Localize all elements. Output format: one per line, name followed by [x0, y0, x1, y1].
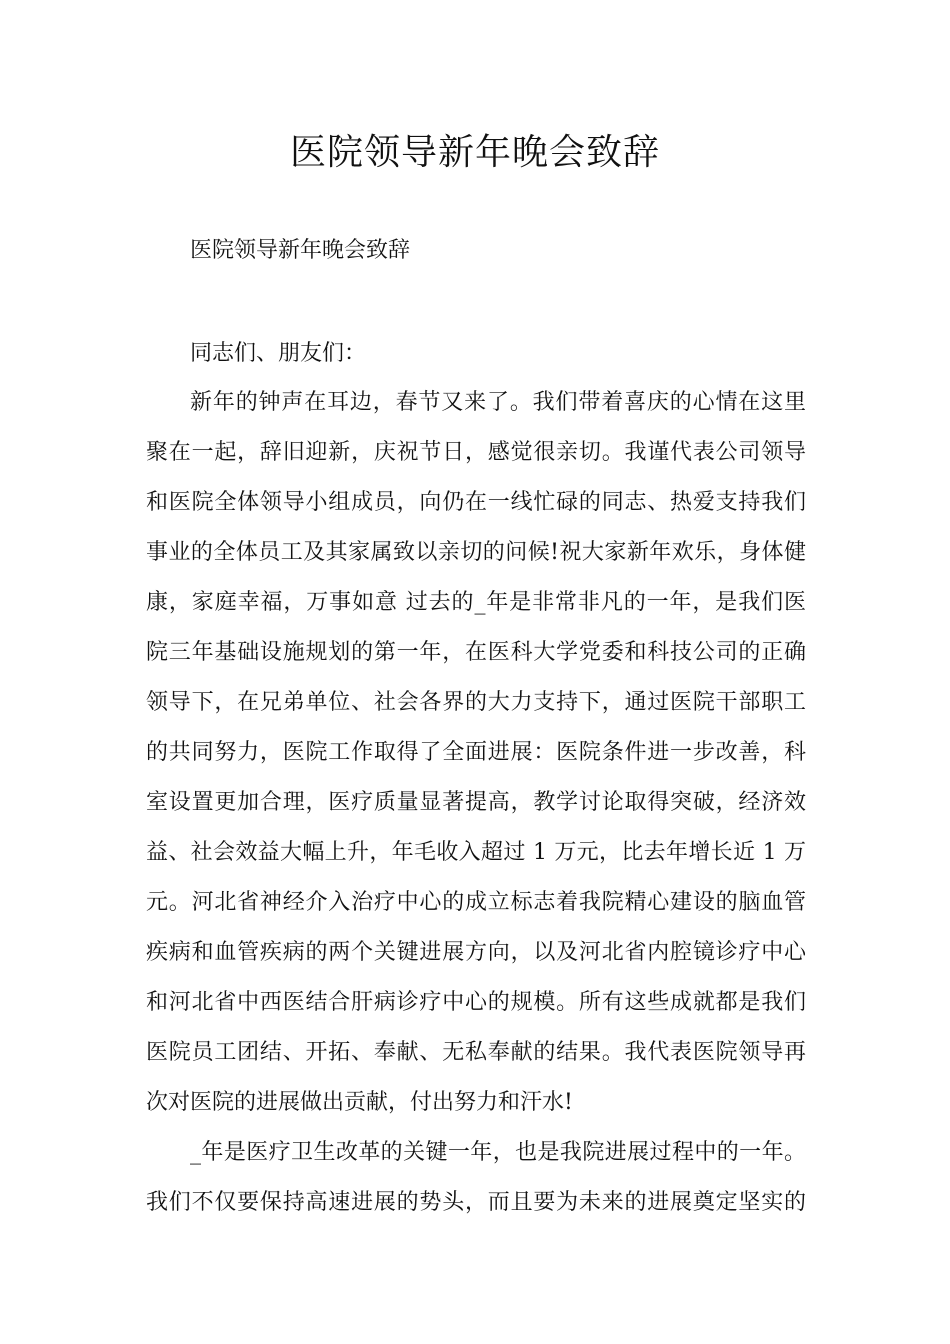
paragraph-1 — [146, 378, 806, 1128]
paragraph-line: 次对医院的进展做出贡献，付出努力和汗水! — [146, 1090, 573, 1115]
paragraph-line: 事业的全体员工及其家属致以亲切的问候!祝大家新年欢乐，身体健 — [146, 540, 806, 565]
greeting-line: 同志们、朋友们： — [190, 341, 367, 366]
paragraph-line: 新年的钟声在耳边，春节又来了。我们带着喜庆的心情在这里 — [190, 390, 806, 415]
paragraph-line: 康，家庭幸福，万事如意 过去的_年是非常非凡的一年，是我们医 — [146, 590, 806, 615]
paragraph-line: 聚在一起，辞旧迎新，庆祝节日，感觉很亲切。我谨代表公司领导 — [146, 440, 806, 465]
paragraph-line: 元。河北省神经介入治疗中心的成立标志着我院精心建设的脑血管 — [146, 890, 806, 915]
paragraph-line: 的共同努力，医院工作取得了全面进展：医院条件进一步改善，科 — [146, 740, 806, 765]
paragraph-line: 领导下，在兄弟单位、社会各界的大力支持下，通过医院干部职工 — [146, 690, 806, 715]
paragraph-line: 院三年基础设施规划的第一年，在医科大学党委和科技公司的正确 — [146, 640, 806, 665]
paragraph-2 — [146, 1128, 806, 1228]
paragraph-line: 我们不仅要保持高速进展的势头，而且要为未来的进展奠定坚实的 — [146, 1190, 806, 1215]
document-subtitle: 医院领导新年晚会致辞 — [190, 238, 411, 263]
paragraph-line: _年是医疗卫生改革的关键一年，也是我院进展过程中的一年。 — [190, 1140, 806, 1165]
body-text — [146, 378, 806, 1228]
paragraph-line: 医院员工团结、开拓、奉献、无私奉献的结果。我代表医院领导再 — [146, 1040, 806, 1065]
paragraph-line: 室设置更加合理，医疗质量显著提高，教学讨论取得突破，经济效 — [146, 790, 806, 815]
paragraph-line: 益、社会效益大幅上升，年毛收入超过 1 万元，比去年增长近 1 万 — [146, 840, 806, 865]
paragraph-line: 和河北省中西医结合肝病诊疗中心的规模。所有这些成就都是我们 — [146, 990, 806, 1015]
paragraph-line: 疾病和血管疾病的两个关键进展方向，以及河北省内腔镜诊疗中心 — [146, 940, 806, 965]
document-title: 医院领导新年晚会致辞 — [289, 132, 660, 173]
paragraph-line: 和医院全体领导小组成员，向仍在一线忙碌的同志、热爱支持我们 — [146, 490, 806, 515]
